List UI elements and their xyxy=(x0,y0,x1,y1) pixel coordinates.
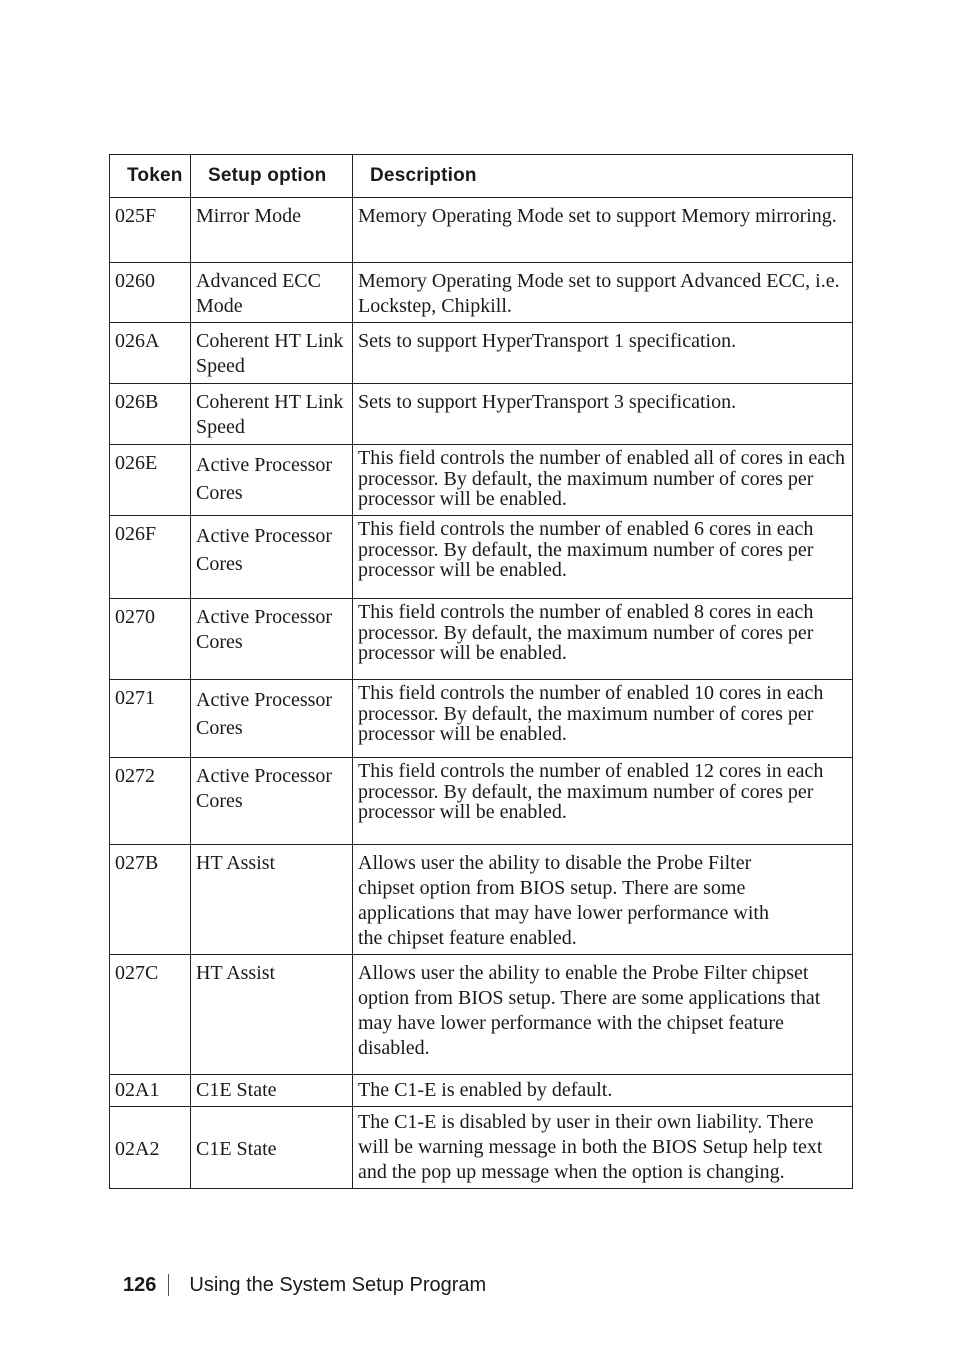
option-cell: Mirror Mode xyxy=(191,198,353,263)
description-cell: Sets to support HyperTransport 3 specification. xyxy=(353,384,853,445)
description-cell: The C1-E is enabled by default. xyxy=(353,1075,853,1107)
option-cell: Active Processor Cores xyxy=(191,445,353,516)
table-row xyxy=(110,1075,853,1107)
token-cell: 026E xyxy=(110,445,191,516)
table-row xyxy=(110,1107,853,1189)
token-cell: 0271 xyxy=(110,680,191,758)
description-cell: This field controls the number of enabled 8 cores in each processor. By default, the maximum number of cores per processor will be enabled. xyxy=(353,599,853,680)
table-row xyxy=(110,599,853,680)
option-cell: C1E State xyxy=(191,1107,353,1189)
setup-options-table xyxy=(109,154,853,1189)
page-footer xyxy=(123,1272,486,1298)
token-cell: 026F xyxy=(110,516,191,599)
option-cell: Coherent HT Link Speed xyxy=(191,384,353,445)
table-header-row xyxy=(110,155,853,198)
token-cell: 0260 xyxy=(110,263,191,323)
description-cell: This field controls the number of enabled 12 cores in each processor. By default, the maximum number of cores per processor will be enabled. xyxy=(353,758,853,845)
description-cell: Memory Operating Mode set to support Memory mirroring. xyxy=(353,198,853,263)
option-cell: C1E State xyxy=(191,1075,353,1107)
description-cell: Sets to support HyperTransport 1 specification. xyxy=(353,323,853,384)
header-setup-option: Setup option xyxy=(191,155,353,198)
table-row xyxy=(110,263,853,323)
footer-divider xyxy=(168,1274,169,1296)
option-cell: HT Assist xyxy=(191,955,353,1075)
header-description: Description xyxy=(353,155,853,198)
option-cell: Coherent HT Link Speed xyxy=(191,323,353,384)
description-cell: This field controls the number of enabled 10 cores in each processor. By default, the maximum number of cores per processor will be enabled. xyxy=(353,680,853,758)
table-row xyxy=(110,323,853,384)
option-cell: Active Processor Cores xyxy=(191,516,353,599)
header-token: Token xyxy=(110,155,191,198)
description-cell: Allows user the ability to enable the Probe Filter chipset option from BIOS setup. There are some applications that may have lower performance with the chipset feature disabled. xyxy=(353,955,853,1075)
token-cell: 027B xyxy=(110,845,191,955)
table-row xyxy=(110,955,853,1075)
option-cell: Advanced ECC Mode xyxy=(191,263,353,323)
token-cell: 02A1 xyxy=(110,1075,191,1107)
description-cell: Allows user the ability to disable the Probe Filter chipset option from BIOS setup. There are some applications that may have lower performance with the chipset feature enabled. xyxy=(353,845,853,955)
token-cell: 0272 xyxy=(110,758,191,845)
token-cell: 027C xyxy=(110,955,191,1075)
table-row xyxy=(110,516,853,599)
page-number: 126 xyxy=(123,1273,157,1296)
table-row xyxy=(110,845,853,955)
table-row xyxy=(110,384,853,445)
description-cell: This field controls the number of enabled all of cores in each processor. By default, the maximum number of cores per processor will be enabled. xyxy=(353,445,853,516)
option-cell: Active Processor Cores xyxy=(191,599,353,680)
token-cell: 0270 xyxy=(110,599,191,680)
token-cell: 02A2 xyxy=(110,1107,191,1189)
option-cell: Active Processor Cores xyxy=(191,758,353,845)
table-row xyxy=(110,680,853,758)
option-cell: HT Assist xyxy=(191,845,353,955)
token-cell: 025F xyxy=(110,198,191,263)
description-cell: Memory Operating Mode set to support Advanced ECC, i.e. Lockstep, Chipkill. xyxy=(353,263,853,323)
description-cell: This field controls the number of enabled 6 cores in each processor. By default, the maximum number of cores per processor will be enabled. xyxy=(353,516,853,599)
token-cell: 026B xyxy=(110,384,191,445)
description-cell: The C1-E is disabled by user in their own liability. There will be warning message in both the BIOS Setup help text and the pop up message when the option is changing. xyxy=(353,1107,853,1189)
table-row xyxy=(110,445,853,516)
section-title: Using the System Setup Program xyxy=(189,1273,487,1296)
token-cell: 026A xyxy=(110,323,191,384)
option-cell: Active Processor Cores xyxy=(191,680,353,758)
table-row xyxy=(110,198,853,263)
table-row xyxy=(110,758,853,845)
